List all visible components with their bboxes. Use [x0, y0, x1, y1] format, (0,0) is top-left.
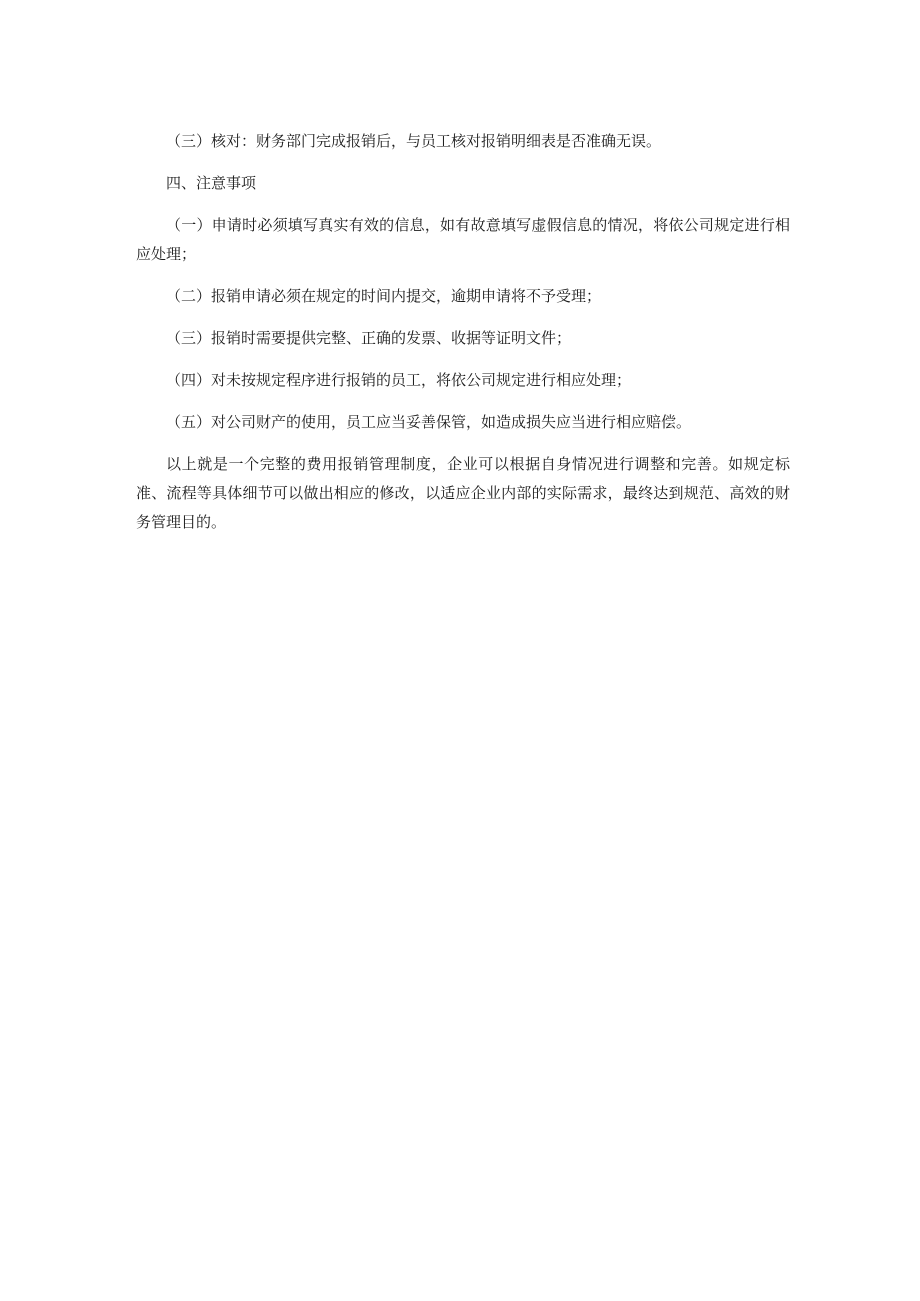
verification-step-paragraph: （三）核对：财务部门完成报销后，与员工核对报销明细表是否准确无误。 — [166, 132, 662, 150]
document-body — [136, 127, 790, 537]
section-heading-notes: 四、注意事项 — [166, 174, 257, 192]
note-item-2: （二）报销申请必须在规定的时间内提交，逾期申请将不予受理； — [166, 287, 602, 305]
note-item-3: （三）报销时需要提供完整、正确的发票、收据等证明文件； — [166, 329, 572, 347]
conclusion-paragraph: 以上就是一个完整的费用报销管理制度，企业可以根据自身情况进行调整和完善。如规定标准、流程等具体细节可以做出相应的修改，以适应企业内部的实际需求，最终达到规范、高效的财务管理目的。 — [136, 455, 790, 531]
note-item-5: （五）对公司财产的使用，员工应当妥善保管，如造成损失应当进行相应赔偿。 — [166, 413, 692, 431]
note-item-1: （一）申请时必须填写真实有效的信息，如有故意填写虚假信息的情况，将依公司规定进行相应处理； — [136, 216, 790, 263]
note-item-4: （四）对未按规定程序进行报销的员工，将依公司规定进行相应处理； — [166, 371, 632, 389]
